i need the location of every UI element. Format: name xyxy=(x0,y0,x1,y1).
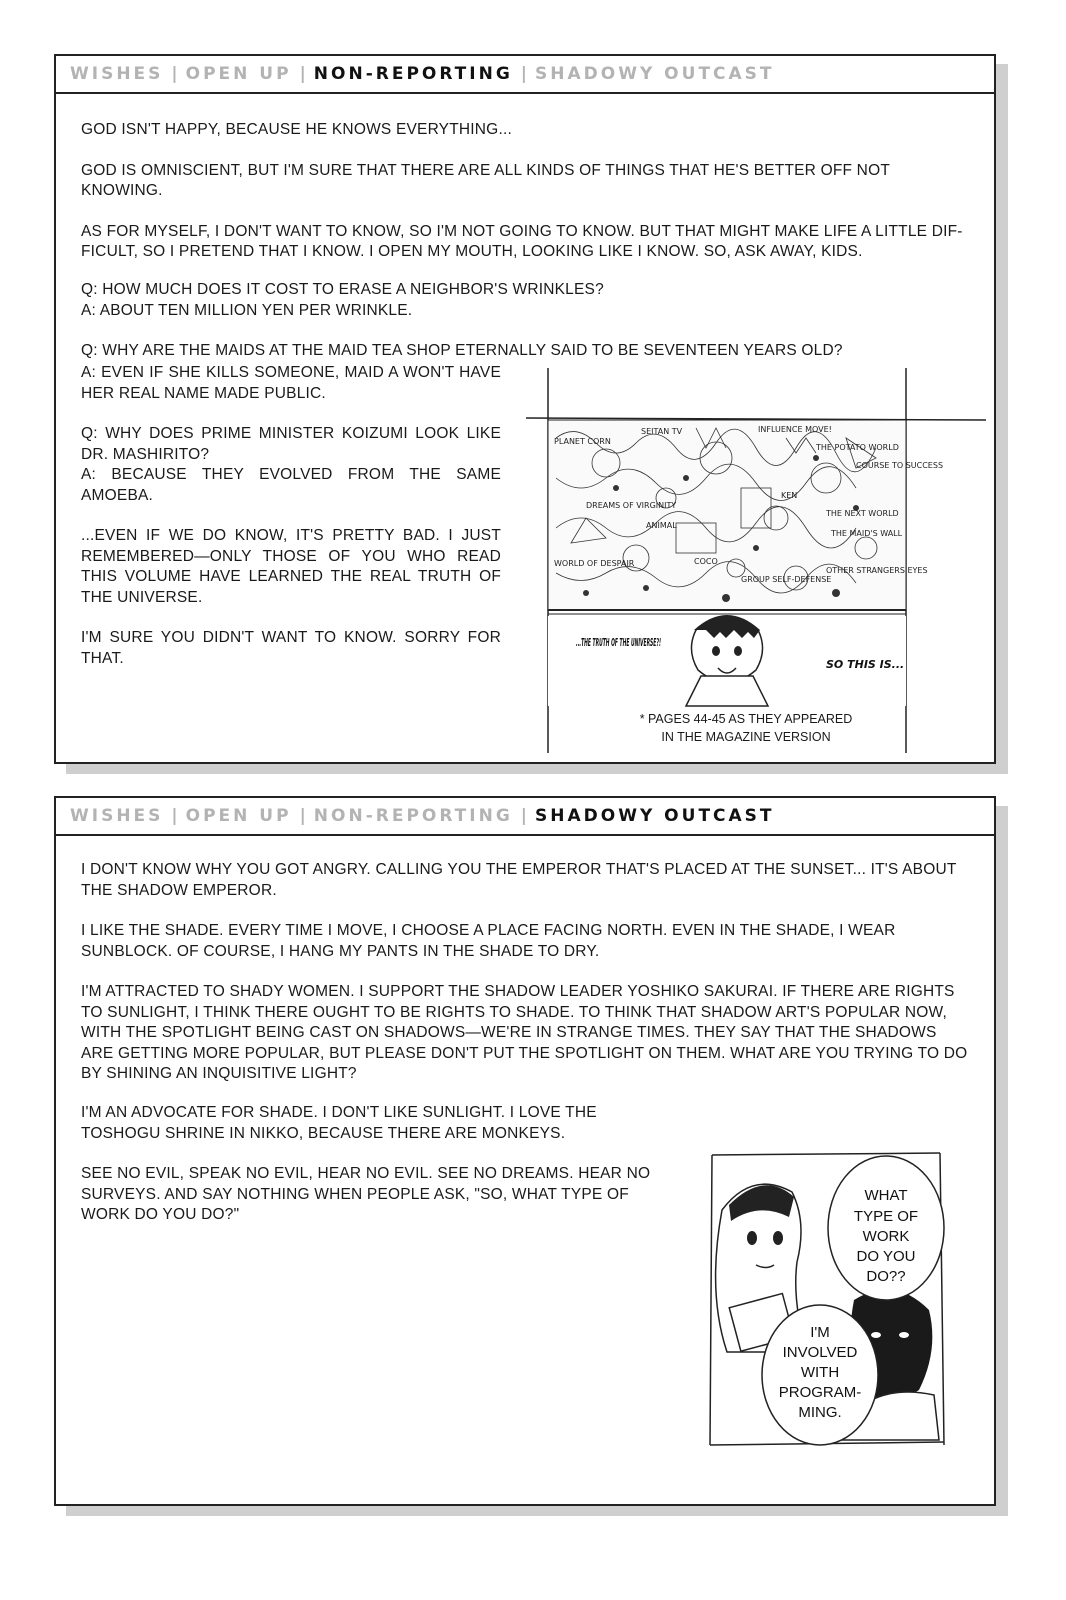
tab-wishes[interactable]: WISHES xyxy=(70,64,164,84)
character-face xyxy=(686,615,768,706)
paragraph: I DON'T KNOW WHY YOU GOT ANGRY. CALLING YOU THE EMPEROR THAT'S PLACED AT THE SUNSET... IT'S ABOUT THE SHADOW EMPEROR. xyxy=(81,861,957,899)
bubble-truth-of-universe xyxy=(576,636,661,649)
tab-shadowy-outcast[interactable]: SHADOWY OUTCAST xyxy=(535,64,775,84)
paragraph: GOD ISN'T HAPPY, BECAUSE HE KNOWS EVERYTHING... xyxy=(81,121,512,138)
tab-open-up[interactable]: OPEN UP xyxy=(185,64,292,84)
bubble-text: ...THE TRUTH OF THE UNIVERSE?! xyxy=(576,636,661,649)
paragraph: GOD IS OMNISCIENT, BUT I'M SURE THAT THERE ARE ALL KINDS OF THINGS THAT HE'S BETTER OFF NOT KNOWING. xyxy=(81,161,890,199)
answer: A: ABOUT TEN MILLION YEN PER WRINKLE. xyxy=(81,301,413,319)
paragraph: SEE NO EVIL, SPEAK NO EVIL, HEAR NO EVIL. SEE NO DREAMS. HEAR NO SURVEYS. AND SAY NOTHING WHEN PEOPLE ASK, "SO, WHAT TYPE OF WORK DO YOU DO?" xyxy=(81,1165,651,1223)
label-world-of-despair: WORLD OF DESPAIR xyxy=(554,559,635,568)
tab-non-reporting[interactable]: NON-REPORTING xyxy=(313,806,513,826)
paragraph: ...EVEN IF WE DO KNOW, IT'S PRETTY BAD. I JUST REMEMBERED—ONLY THOSE OF YOU WHO READ THIS VOLUME HAVE LEARNED THE REAL TRUTH OF THE UNIVERSE. xyxy=(81,527,501,606)
bubble-line: WITH xyxy=(800,1364,840,1381)
panel-non-reporting xyxy=(54,54,996,764)
work-conversation-illustration xyxy=(704,1150,954,1450)
bubble-line: TYPE OF xyxy=(853,1208,919,1225)
paragraph: I'M AN ADVOCATE FOR SHADE. I DON'T LIKE SUNLIGHT. I LOVE THE TOSHOGU SHRINE IN NIKKO, BECAUSE THERE ARE MONKEYS. xyxy=(81,1104,597,1142)
intro-text xyxy=(81,120,971,263)
tab-separator: | xyxy=(171,806,178,826)
bubble-so-this-is xyxy=(826,658,904,671)
section-tabs xyxy=(56,56,994,94)
panel-shadowy-outcast xyxy=(54,796,996,1506)
tab-wishes[interactable]: WISHES xyxy=(70,806,164,826)
bubble-line: PROGRAM- xyxy=(778,1384,862,1401)
paragraph: AS FOR MYSELF, I DON'T WANT TO KNOW, SO I'M NOT GOING TO KNOW. BUT THAT MIGHT MAKE LIFE A LITTLE DIF-FICULT, SO I PRETEND THAT I KNOW. I OPEN MY MOUTH, LOOKING LIKE I KNOW. SO, ASK AWAY, KIDS. xyxy=(81,222,963,260)
label-next-world: THE NEXT WORLD xyxy=(826,509,899,518)
bubble-line: MING. xyxy=(798,1404,842,1421)
label-course-to-success: COURSE TO SUCCESS xyxy=(856,461,944,470)
label-ken: KEN xyxy=(781,491,798,500)
section-tabs xyxy=(56,798,994,836)
tab-separator: | xyxy=(299,806,306,826)
answer: A: EVEN IF SHE KILLS SOMEONE, MAID A WON'T HAVE HER REAL NAME MADE PUBLIC. xyxy=(81,364,501,402)
tab-separator: | xyxy=(520,806,528,826)
paragraph: I LIKE THE SHADE. EVERY TIME I MOVE, I CHOOSE A PLACE FACING NORTH. EVEN IN THE SHADE, I WEAR SUNBLOCK. OF COURSE, I HANG MY PANTS IN THE SHADE TO DRY. xyxy=(81,922,896,960)
label-dreams-of-virginity: DREAMS OF VIRGINITY xyxy=(586,501,677,510)
label-group-self-defense: GROUP SELF-DEFENSE xyxy=(741,575,832,584)
speech-bubble-question xyxy=(828,1156,944,1300)
answer: A: BECAUSE THEY EVOLVED FROM THE SAME AMOEBA. xyxy=(81,466,501,504)
shade-text-left xyxy=(81,1103,671,1226)
bubble-line: WHAT xyxy=(864,1187,908,1204)
label-other-strangers-eyes: OTHER STRANGERS EYES xyxy=(826,566,928,575)
caption-line: IN THE MAGAZINE VERSION xyxy=(661,730,831,744)
bubble-line: I'M xyxy=(810,1324,830,1341)
bubble-line: WORK xyxy=(862,1228,910,1245)
speech-bubble-answer xyxy=(762,1305,878,1445)
label-seitan-tv: SEITAN TV xyxy=(641,427,683,436)
question: Q: WHY ARE THE MAIDS AT THE MAID TEA SHOP ETERNALLY SAID TO BE SEVENTEEN YEARS OLD? xyxy=(81,342,843,359)
bubble-line: DO?? xyxy=(866,1268,906,1285)
bubble-line: DO YOU xyxy=(856,1248,916,1265)
tab-shadowy-outcast[interactable]: SHADOWY OUTCAST xyxy=(535,806,775,826)
shade-text xyxy=(81,860,971,1085)
label-animal: ANIMAL xyxy=(646,521,677,530)
label-coco: COCO xyxy=(694,557,718,566)
question: Q: WHY DOES PRIME MINISTER KOIZUMI LOOK LIKE DR. MASHIRITO? xyxy=(81,425,501,463)
label-maids-wall: THE MAID'S WALL xyxy=(831,529,903,538)
tab-separator: | xyxy=(520,64,528,84)
tab-open-up[interactable]: OPEN UP xyxy=(185,806,292,826)
tab-separator: | xyxy=(299,64,306,84)
label-potato-world: THE POTATO WORLD xyxy=(816,443,899,452)
label-influence-move: INFLUENCE MOVE! xyxy=(758,425,832,434)
bubble-text: SO THIS IS... xyxy=(826,658,905,671)
caption-line: * PAGES 44-45 AS THEY APPEARED xyxy=(639,712,853,726)
paragraph: I'M SURE YOU DIDN'T WANT TO KNOW. SORRY FOR THAT. xyxy=(81,629,501,667)
illustration-caption xyxy=(596,710,896,746)
paragraph: I'M ATTRACTED TO SHADY WOMEN. I SUPPORT THE SHADOW LEADER YOSHIKO SAKURAI. IF THERE ARE RIGHTS TO SUNLIGHT, I THINK THERE OUGHT TO BE RIGHTS TO SHADE. TO THINK THAT SHADOW ART'S POPULAR NOW, WITH THE SPOTLIGHT BEING CAST ON SHADOWS—WE'RE IN STRANGE TIMES. THEY SAY THAT THE SHADOWS ARE GETTING MORE POPULAR, BUT PLEASE DON'T PUT THE SPOTLIGHT ON THEM. WHAT ARE YOU TRYING TO DO BY SHINING AN INQUISITIVE LIGHT? xyxy=(81,983,968,1082)
tab-non-reporting[interactable]: NON-REPORTING xyxy=(313,64,513,84)
qa-left-column xyxy=(81,363,501,669)
label-planet-corn: PLANET CORN xyxy=(554,437,611,446)
qa-block xyxy=(81,280,971,362)
question: Q: HOW MUCH DOES IT COST TO ERASE A NEIGHBOR'S WRINKLES? xyxy=(81,281,604,298)
universe-illustration xyxy=(526,368,986,753)
tab-separator: | xyxy=(171,64,178,84)
bubble-line: INVOLVED xyxy=(782,1344,858,1361)
